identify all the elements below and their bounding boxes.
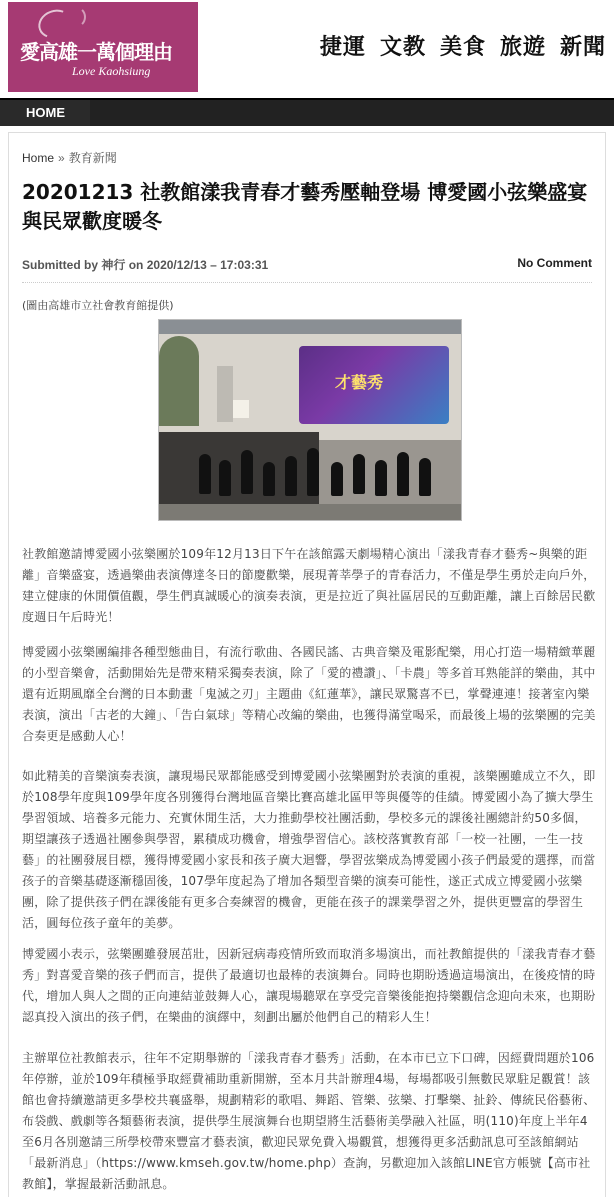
nav-news[interactable]: 新聞 bbox=[559, 35, 606, 60]
on-label: on bbox=[128, 258, 144, 272]
menu-home-link[interactable]: HOME bbox=[0, 100, 90, 126]
nav-food[interactable]: 美食 bbox=[439, 35, 486, 60]
logo-text: 愛高雄一萬個理由 bbox=[20, 40, 172, 64]
author-name[interactable]: 神行 bbox=[101, 258, 126, 272]
nav-mrt[interactable]: 捷運 bbox=[319, 35, 366, 60]
article-paragraph: 如此精美的音樂演奏表演，讓現場民眾都能感受到博愛國小弦樂團對於表演的重視，該樂團雖成立不久，即於108學年度與109學年度各別獲得台灣地區音樂比賽高雄北區甲等與優等的佳績。博愛國小為了擴大學生學習領域、培養多元能力、充實休閒生活，大力推動學校社團活動，學校多元的課後社團總計約50多個，期望讓孩子透過社團參與學習，累積成功機會，增強學習信心。該校落實教育部「一校一社團，一生一技藝」的社團發展目標，獲得博愛國小家長和孩子廣大迴響，學習弦樂成為博愛國小孩子們最愛的選擇，而當孩子的音樂基礎逐漸穩固後，107學年度起為了增加各類型音樂的演奏可能性，遂正式成立博愛國小弦樂團，除了提供孩子們在課後能有更多合奏練習的機會，更能在孩子的課業學習之外，提供更豐富的學習生活，圓每位孩子童年的美夢。 bbox=[22, 769, 596, 930]
site-header bbox=[0, 0, 614, 98]
logo-swirl-icon bbox=[64, 6, 86, 28]
photo-musician bbox=[199, 454, 211, 494]
article-photo[interactable] bbox=[158, 319, 462, 521]
article-paragraph: 社教館邀請博愛國小弦樂團於109年12月13日下午在該館露天劇場精心演出「漾我青春才藝秀~與樂的距離」音樂盛宴，透過樂曲表演傳達冬日的節慶歡樂，展現菁莘學子的青春活力，不僅是學生勇於走向戶外，建立健康的休閒價值觀，學生們真誠暖心的演奏表演，更是拉近了與社區居民的互動距離，讓上百餘居民歡度週日午后時光！ bbox=[22, 547, 596, 624]
photo-musician bbox=[353, 454, 365, 494]
article-paragraph: 主辦單位社教館表示，往年不定期舉辦的「漾我青春才藝秀」活動，在本市已立下口碑，因經費問題於106年停辦，並於109年積極爭取經費補助重新開辦，至本月共計辦理4場，每場都吸引無數民眾駐足觀賞！該館也會持續邀請更多學校共襄盛舉，規劃精彩的歌唱、舞蹈、管樂、弦樂、打擊樂、扯鈴、傳統民俗藝術、布袋戲、戲劇等各類藝術表演，提供學生展演舞台也期望將生活藝術美學融入社區，明(110)年度上半年4至6月各別邀請三所學校帶來豐富才藝表演，歡迎民眾免費入場觀賞，想獲得更多活動訊息可至該館網站「最新消息」（https://www.kmseh.gov.tw/home.php）查詢，另歡迎加入該館LINE官方帳號【高市社教館】，掌握最新活動訊息。 bbox=[22, 1051, 596, 1191]
article-title: 20201213 社教館漾我青春才藝秀壓軸登場 博愛國小弦樂盛宴與民眾歡度暖冬 bbox=[22, 180, 588, 233]
photo-musician bbox=[419, 458, 431, 496]
article-paragraph: 博愛國小弦樂團編排各種型態曲目，有流行歌曲、各國民謠、古典音樂及電影配樂，用心打造一場精緻華麗的小型音樂會，活動開始先是帶來精采獨奏表演，除了「愛的禮讚」、「卡農」等多首耳熟能詳的樂曲，其中還有近期風靡全台灣的日本動畫「鬼滅之刃」主題曲《紅蓮華》，讓民眾驚喜不已，掌聲連連！接著室內樂表演，演出「古老的大鐘」、「告白氣球」等精心改編的樂曲，也獲得滿堂喝采，而最後上場的弦樂團的完美合奏更是感動人心！ bbox=[22, 645, 596, 743]
photo-musician bbox=[241, 450, 253, 494]
article-paragraph: 博愛國小表示，弦樂團雖發展茁壯，因新冠病毒疫情所致而取消多場演出，而社教館提供的「漾我青春才藝秀」對喜愛音樂的孩子們而言，提供了最適切也最棒的表演舞台。同時也期盼透過這場演出，在後疫情的時代，增加人與人之間的正向連結並鼓舞人心，讓現場聽眾在享受完音樂後能抱持樂觀信念迎向未來，也期盼認真投入演出的孩子們，在樂曲的演繹中，刻劃出屬於他們自己的精彩人生！ bbox=[22, 947, 596, 1024]
post-datetime: 2020/12/13 – 17:03:31 bbox=[146, 258, 269, 272]
photo-roof bbox=[159, 320, 461, 334]
photo-conductor bbox=[307, 448, 319, 496]
breadcrumb-home-link[interactable]: Home bbox=[22, 151, 55, 165]
breadcrumb-separator: » bbox=[58, 151, 65, 165]
photo-orchestra bbox=[189, 440, 449, 510]
photo-musician bbox=[285, 456, 297, 496]
photo-credit: (圖由高雄市立社會教育館提供) bbox=[22, 299, 174, 312]
nav-culture-education[interactable]: 文教 bbox=[379, 35, 426, 60]
breadcrumb bbox=[22, 149, 117, 166]
photo-musician bbox=[263, 462, 275, 496]
site-logo[interactable] bbox=[8, 2, 198, 92]
photo-tree bbox=[159, 336, 199, 426]
photo-musician bbox=[331, 462, 343, 496]
photo-musician bbox=[375, 460, 387, 496]
top-nav bbox=[306, 30, 606, 61]
submitted-by-label: Submitted by bbox=[22, 258, 99, 272]
logo-subtext: Love Kaohsiung bbox=[72, 64, 151, 78]
photo-musician bbox=[219, 460, 231, 496]
photo-banner-text: 才藝秀 bbox=[335, 373, 384, 392]
nav-travel[interactable]: 旅遊 bbox=[499, 35, 546, 60]
meta-divider bbox=[22, 282, 592, 283]
article-meta bbox=[22, 256, 592, 273]
photo-pillar bbox=[217, 366, 233, 422]
photo-musician bbox=[397, 452, 409, 496]
main-menu-bar bbox=[0, 98, 614, 126]
comments-link[interactable]: No Comment bbox=[517, 256, 592, 270]
breadcrumb-category-link[interactable]: 教育新聞 bbox=[68, 151, 117, 165]
photo-sign bbox=[233, 400, 249, 418]
